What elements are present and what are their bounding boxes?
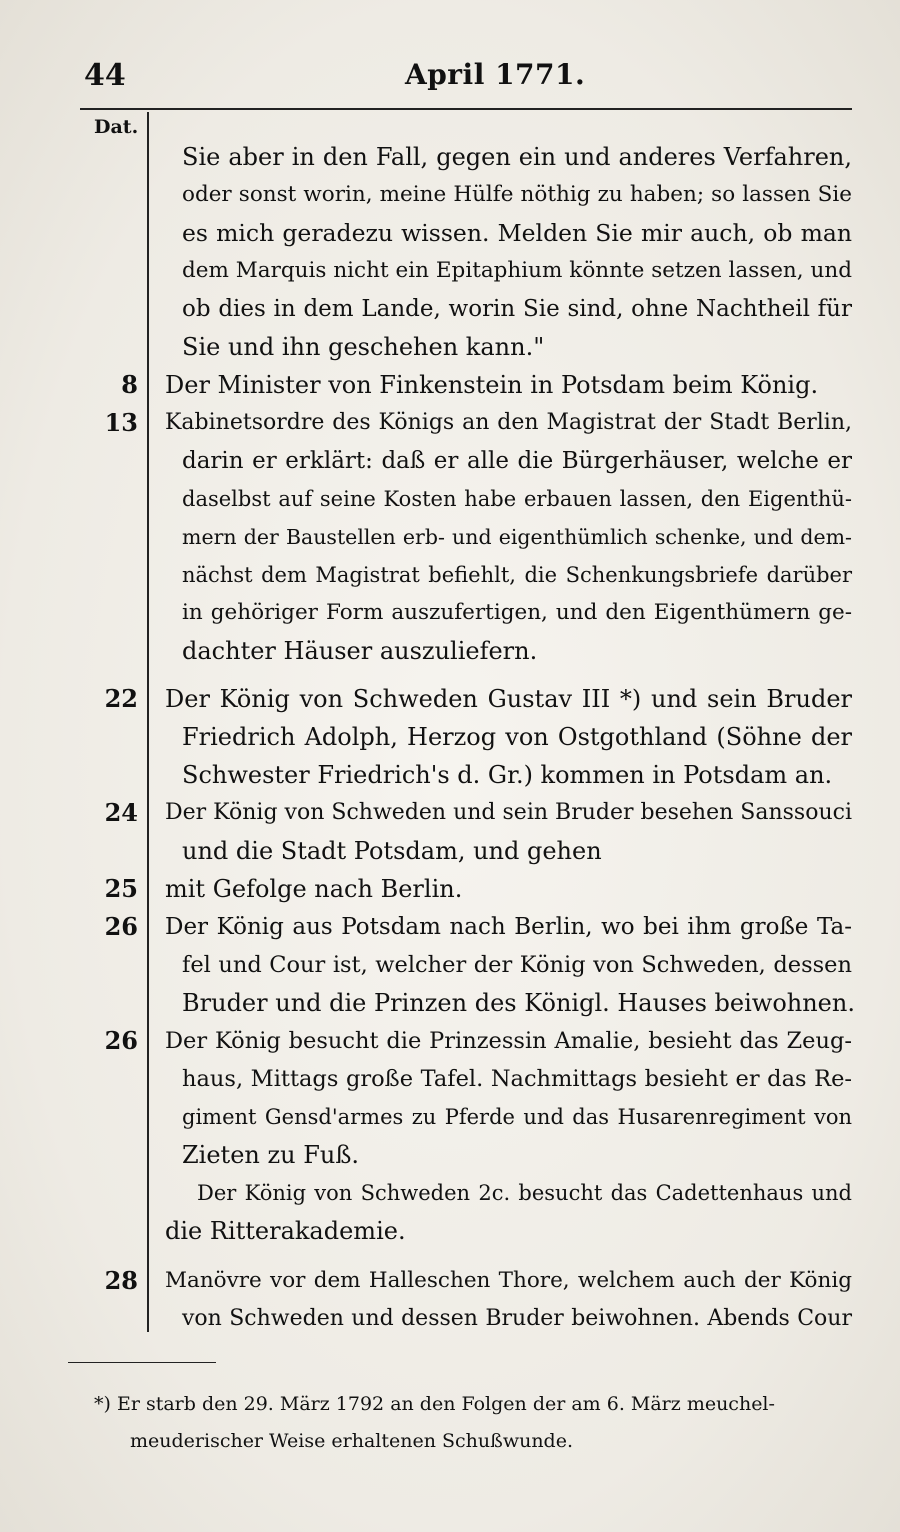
page-header xyxy=(80,52,850,102)
entry-line: dem Marquis nicht ein Epitaphium könnte setzen lassen, und xyxy=(182,258,852,283)
column-divider xyxy=(147,112,149,1332)
entry-line: Der König von Schweden und sein Bruder besehen Sanssouci xyxy=(165,800,852,825)
entry-line: Sie aber in den Fall, gegen ein und anderes Verfahren, xyxy=(182,143,852,171)
entry-line: Der König von Schweden Gustav III *) und sein Bruder xyxy=(165,685,852,713)
entry-line: und die Stadt Potsdam, und gehen xyxy=(182,837,602,865)
entry-line: von Schweden und dessen Bruder beiwohnen. Abends Cour xyxy=(182,1306,852,1331)
entry-line: fel und Cour ist, welcher der König von Schweden, dessen xyxy=(182,952,852,978)
entry-line: Zieten zu Fuß. xyxy=(182,1141,359,1169)
entry-line: haus, Mittags große Tafel. Nachmittags besieht er das Re- xyxy=(182,1066,852,1092)
entry-line: Schwester Friedrich's d. Gr.) kommen in Potsdam an. xyxy=(182,761,833,789)
entry-line: es mich geradezu wissen. Melden Sie mir auch, ob man xyxy=(182,219,852,247)
entry-line: giment Gensd'armes zu Pferde und das Husarenregiment von xyxy=(182,1105,852,1129)
entry-day: 26 xyxy=(104,1026,138,1055)
entry-line: darin er erklärt: daß er alle die Bürgerhäuser, welche er xyxy=(182,448,852,474)
entry-day: 25 xyxy=(104,874,138,903)
entry-line: Der König aus Potsdam nach Berlin, wo bei ihm große Ta- xyxy=(165,914,852,940)
entry-line: ob dies in dem Lande, worin Sie sind, ohne Nachtheil für xyxy=(182,296,852,322)
entry-line: dachter Häuser auszuliefern. xyxy=(182,637,538,665)
footnote-line: *) Er starb den 29. März 1792 an den Folgen der am 6. März meuchel- xyxy=(94,1393,775,1415)
entry-line: oder sonst worin, meine Hülfe nöthig zu haben; so lassen Sie xyxy=(182,182,852,207)
entry-line: Manövre vor dem Halleschen Thore, welchem auch der König xyxy=(165,1268,852,1293)
entry-day: 24 xyxy=(104,798,138,827)
entry-line: mit Gefolge nach Berlin. xyxy=(165,875,463,903)
entry-day: 26 xyxy=(104,912,138,941)
entry-line: Bruder und die Prinzen des Königl. Hauses beiwohnen. xyxy=(182,989,855,1017)
entry-day: 13 xyxy=(104,408,138,437)
entry-day: 8 xyxy=(121,370,138,399)
running-title: April 1771. xyxy=(405,58,586,91)
entry-line: Friedrich Adolph, Herzog von Ostgothland (Söhne der xyxy=(182,723,852,751)
entry-day: 22 xyxy=(104,684,138,713)
footnote xyxy=(94,1386,775,1460)
header-rule xyxy=(80,108,852,110)
entry-line: mern der Baustellen erb- und eigenthümlich schenke, und dem- xyxy=(182,525,852,549)
entry-line: nächst dem Magistrat befiehlt, die Schenkungsbriefe darüber xyxy=(182,563,852,587)
entry-line: Der König besucht die Prinzessin Amalie, besieht das Zeug- xyxy=(165,1028,852,1054)
entry-line: Der König von Schweden 2c. besucht das Cadettenhaus und xyxy=(197,1181,852,1205)
footnote-line: meuderischer Weise erhaltenen Schußwunde. xyxy=(130,1430,574,1452)
entry-line: in gehöriger Form auszufertigen, und den Eigenthümern ge- xyxy=(182,600,852,625)
footnote-rule xyxy=(68,1362,216,1363)
entry-line: daselbst auf seine Kosten habe erbauen lassen, den Eigenthü- xyxy=(182,487,852,511)
page-number: 44 xyxy=(84,58,126,93)
entry-line: Sie und ihn geschehen kann." xyxy=(182,333,545,361)
entry-day: 28 xyxy=(104,1266,138,1295)
entry-line: die Ritterakademie. xyxy=(165,1217,406,1245)
entry-line: Der Minister von Finkenstein in Potsdam beim König. xyxy=(165,371,819,399)
entry-line: Kabinetsordre des Königs an den Magistrat der Stadt Berlin, xyxy=(165,410,852,435)
date-column-label: Dat. xyxy=(94,116,139,138)
